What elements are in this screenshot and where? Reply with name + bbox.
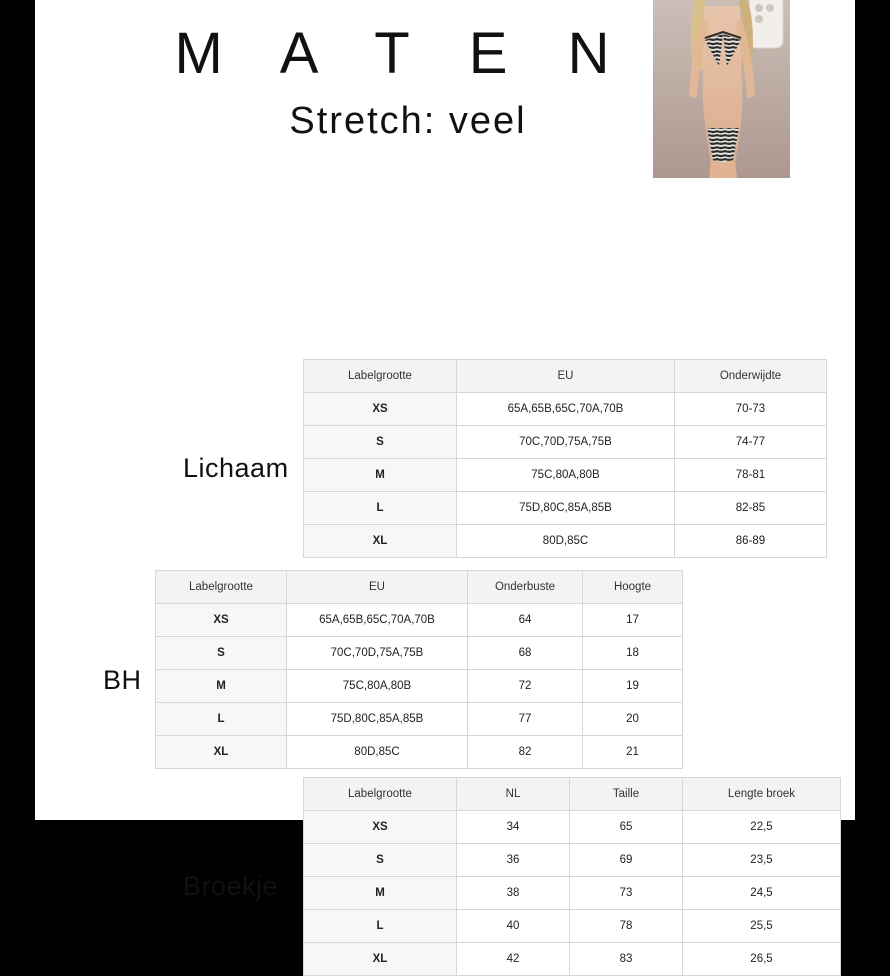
table-header-row <box>304 360 827 393</box>
cell-onderwijdte: 86-89 <box>675 525 827 558</box>
cell-hoogte: 18 <box>583 637 683 670</box>
cell-eu: 75C,80A,80B <box>287 670 468 703</box>
page-title: M A T E N <box>174 21 632 86</box>
cell-labelgrootte: XS <box>304 393 457 426</box>
column-header: EU <box>457 360 675 393</box>
cell-labelgrootte: XL <box>156 736 287 769</box>
cell-eu: 70C,70D,75A,75B <box>287 637 468 670</box>
table-row <box>304 811 841 844</box>
cell-nl: 38 <box>457 877 570 910</box>
size-chart-page <box>35 0 855 965</box>
cell-labelgrootte: M <box>304 459 457 492</box>
cell-eu: 75D,80C,85A,85B <box>287 703 468 736</box>
table-row <box>156 703 683 736</box>
table-row <box>304 393 827 426</box>
cell-labelgrootte: M <box>304 877 457 910</box>
page-subtitle: Stretch: veel <box>289 100 527 142</box>
cell-eu: 65A,65B,65C,70A,70B <box>287 604 468 637</box>
table-row <box>304 943 841 976</box>
cell-nl: 36 <box>457 844 570 877</box>
cell-labelgrootte: XL <box>304 525 457 558</box>
cell-hoogte: 21 <box>583 736 683 769</box>
cell-taille: 73 <box>570 877 683 910</box>
cell-lengte-broek: 23,5 <box>683 844 841 877</box>
section-label-lichaam: Lichaam <box>183 453 289 483</box>
cell-taille: 78 <box>570 910 683 943</box>
cell-onderwijdte: 82-85 <box>675 492 827 525</box>
table-row <box>304 910 841 943</box>
cell-eu: 75D,80C,85A,85B <box>457 492 675 525</box>
table-row <box>156 637 683 670</box>
cell-nl: 42 <box>457 943 570 976</box>
model-photo-image <box>653 0 790 178</box>
cell-labelgrootte: L <box>304 492 457 525</box>
cell-eu: 70C,70D,75A,75B <box>457 426 675 459</box>
cell-lengte-broek: 25,5 <box>683 910 841 943</box>
cell-lengte-broek: 26,5 <box>683 943 841 976</box>
cell-labelgrootte: L <box>304 910 457 943</box>
column-header: Labelgrootte <box>304 360 457 393</box>
column-header: Onderwijdte <box>675 360 827 393</box>
cell-onderwijdte: 74-77 <box>675 426 827 459</box>
table-row <box>156 736 683 769</box>
column-header: Lengte broek <box>683 778 841 811</box>
cell-onderwijdte: 78-81 <box>675 459 827 492</box>
cell-eu: 65A,65B,65C,70A,70B <box>457 393 675 426</box>
column-header: Hoogte <box>583 571 683 604</box>
cell-labelgrootte: S <box>304 426 457 459</box>
cell-labelgrootte: S <box>304 844 457 877</box>
model-photo <box>653 0 790 178</box>
page-header <box>35 0 855 178</box>
table-row <box>304 492 827 525</box>
table-row <box>304 459 827 492</box>
table-header-row <box>304 778 841 811</box>
cell-nl: 40 <box>457 910 570 943</box>
column-header: Onderbuste <box>468 571 583 604</box>
cell-labelgrootte: XL <box>304 943 457 976</box>
column-header: EU <box>287 571 468 604</box>
cell-lengte-broek: 24,5 <box>683 877 841 910</box>
table-broekje <box>303 777 841 976</box>
cell-onderbuste: 82 <box>468 736 583 769</box>
table-header-row <box>156 571 683 604</box>
table-row <box>156 670 683 703</box>
table-row <box>304 844 841 877</box>
table-row <box>156 604 683 637</box>
table-row <box>304 877 841 910</box>
column-header: Labelgrootte <box>304 778 457 811</box>
cell-labelgrootte: XS <box>304 811 457 844</box>
cell-onderbuste: 77 <box>468 703 583 736</box>
cell-onderbuste: 68 <box>468 637 583 670</box>
section-label-broekje: Broekje <box>183 871 279 901</box>
cell-hoogte: 17 <box>583 604 683 637</box>
column-header: Taille <box>570 778 683 811</box>
column-header: Labelgrootte <box>156 571 287 604</box>
cell-labelgrootte: XS <box>156 604 287 637</box>
table-row <box>304 525 827 558</box>
cell-taille: 83 <box>570 943 683 976</box>
cell-eu: 75C,80A,80B <box>457 459 675 492</box>
cell-labelgrootte: L <box>156 703 287 736</box>
table-bh <box>155 570 683 769</box>
table-row <box>304 426 827 459</box>
table-lichaam <box>303 359 827 558</box>
cell-hoogte: 19 <box>583 670 683 703</box>
cell-eu: 80D,85C <box>287 736 468 769</box>
cell-nl: 34 <box>457 811 570 844</box>
cell-onderwijdte: 70-73 <box>675 393 827 426</box>
column-header: NL <box>457 778 570 811</box>
cell-eu: 80D,85C <box>457 525 675 558</box>
cell-onderbuste: 64 <box>468 604 583 637</box>
cell-labelgrootte: M <box>156 670 287 703</box>
cell-labelgrootte: S <box>156 637 287 670</box>
cell-onderbuste: 72 <box>468 670 583 703</box>
section-label-bh: BH <box>103 665 142 695</box>
cell-hoogte: 20 <box>583 703 683 736</box>
cell-taille: 69 <box>570 844 683 877</box>
cell-lengte-broek: 22,5 <box>683 811 841 844</box>
cell-taille: 65 <box>570 811 683 844</box>
